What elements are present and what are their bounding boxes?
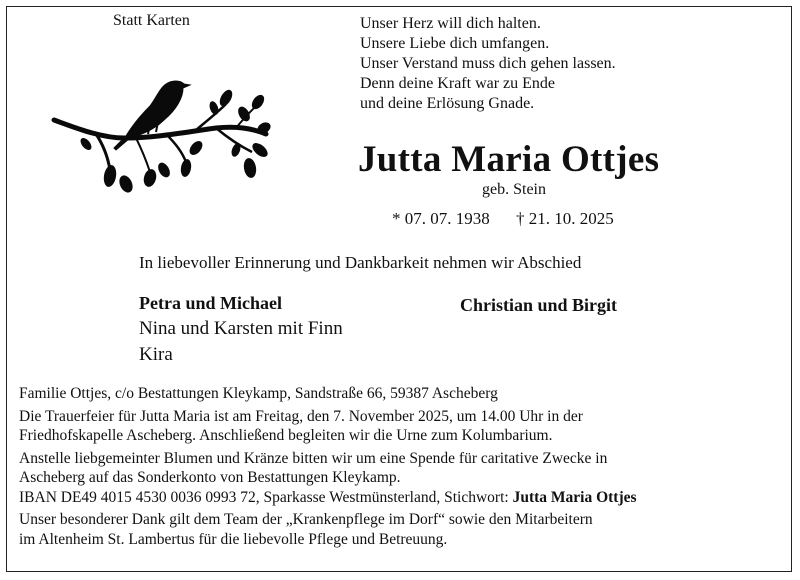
death-date: † 21. 10. 2025 [516, 209, 614, 228]
birth-date: * 07. 07. 1938 [392, 209, 490, 228]
poem-line: Denn deine Kraft war zu Ende [360, 75, 556, 92]
thanks-line: im Altenheim St. Lambertus für die liebevolle Pflege und Betreuung. [19, 530, 448, 548]
iban-keyword: Jutta Maria Ottjes [512, 488, 637, 506]
thanks-line: Unser besonderer Dank gilt dem Team der „Krankenpflege im Dorf“ sowie den Mitarbeitern [19, 511, 593, 528]
ceremony-info [19, 407, 637, 446]
life-dates [392, 209, 614, 229]
mourner-line: Nina und Karsten mit Finn [139, 318, 343, 339]
iban-line [19, 488, 637, 508]
birth-name: geb. Stein [482, 181, 546, 198]
donation-info [19, 449, 637, 508]
mourner-line: Kira [139, 344, 173, 365]
statt-karten-label: Statt Karten [113, 12, 190, 29]
ceremony-line: Friedhofskapelle Ascheberg. Anschließend begleiten wir die Urne zum Kolumbarium. [19, 427, 553, 444]
mourner-line: Petra und Michael [139, 293, 282, 313]
poem-line: Unser Verstand muss dich gehen lassen. [360, 55, 616, 72]
deceased-name: Jutta Maria Ottjes [358, 139, 660, 180]
donation-line: Anstelle liebgemeinter Blumen und Kränze bitten wir um eine Spende für caritative Zwecke in [19, 449, 608, 467]
donation-line: Ascheberg auf das Sonderkonto von Bestattungen Kleykamp. [19, 469, 401, 486]
bird-on-branch-icon [46, 72, 271, 202]
thanks-info [19, 510, 637, 549]
poem-line: Unsere Liebe dich umfangen. [360, 35, 550, 52]
ceremony-line: Die Trauerfeier für Jutta Maria ist am Freitag, den 7. November 2025, um 14.00 Uhr in der [19, 407, 583, 425]
family-address: Familie Ottjes, c/o Bestattungen Kleykamp, Sandstraße 66, 59387 Ascheberg [19, 385, 498, 402]
poem-line: und deine Erlösung Gnade. [360, 95, 535, 112]
poem [360, 14, 616, 114]
farewell-intro: In liebevoller Erinnerung und Dankbarkeit nehmen wir Abschied [139, 253, 582, 272]
mourners-group-a [139, 290, 343, 368]
details-block [19, 384, 637, 552]
mourners-group-b: Christian und Birgit [460, 295, 618, 315]
iban-text: IBAN DE49 4015 4530 0036 0993 72, Sparkasse Westmünsterland, Stichwort: [19, 488, 513, 506]
poem-line: Unser Herz will dich halten. [360, 15, 541, 32]
